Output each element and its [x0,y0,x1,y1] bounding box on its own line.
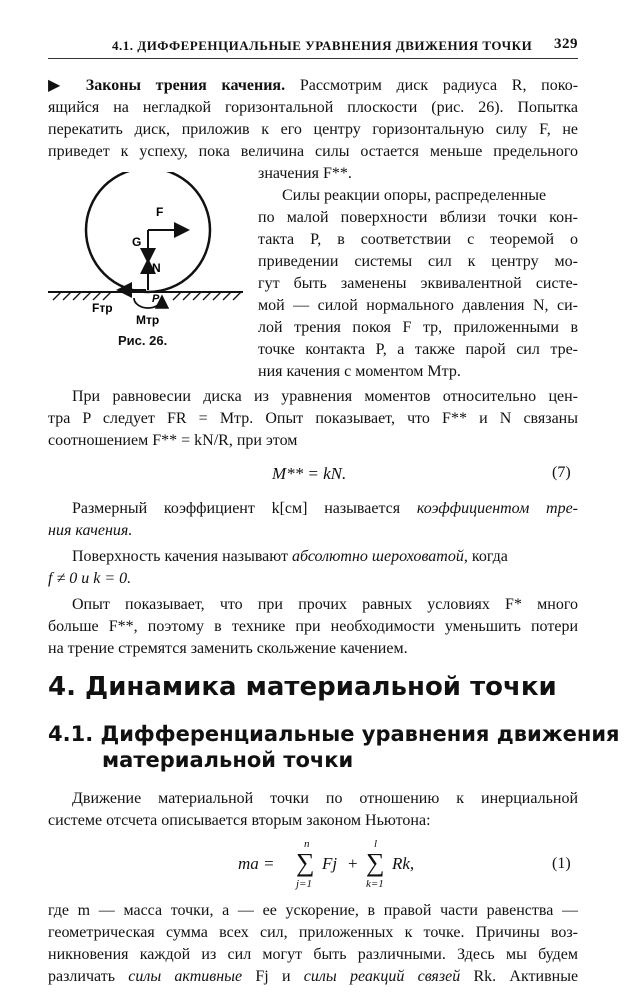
para1-line2: ящийся на негладкой горизонтальной плоскости (рис. 26). Попытка [48,99,578,116]
para8-line2: геометрическая сумма всех сил, приложенных к точке. Причины воз- [48,924,578,941]
para2-line6: мой — силой нормального давления N, си- [258,297,578,314]
para8-line4-c: Fj и [255,968,291,985]
label-N: N [152,261,161,275]
section-title-line2: материальной точки [102,748,354,772]
eq1-sum2-top: l [374,838,378,850]
para3-line1: При равновесии диска из уравнения моментов относительно цен- [72,388,578,405]
eq1-sum1-top: n [304,838,310,850]
term-rolling-friction-coef: коэффициентом тре- [416,500,578,517]
para8-line4 [48,966,578,988]
para4-line1-text: Размерный коэффициент k[см] называется [72,500,401,517]
para4-line1 [72,498,578,520]
para5-line1-tail: , когда [463,548,508,565]
para1-line3: перекатить диск, приложив к его центру горизонтальную силу F, не [48,121,578,138]
para1-heading: Законы трения качения. [85,77,286,94]
label-F: F [156,205,164,219]
para8-line4-e: Rk. Активные [473,968,579,985]
para3-line3: соотношением F** = kN/R, при этом [48,432,298,449]
eq1-sum2-term: Rk, [392,854,415,873]
label-P: P [152,293,160,305]
figure-caption: Рис. 26. [118,333,168,348]
term-active-forces: силы активные [128,968,243,985]
bullet-marker-icon: ▶ [48,77,72,94]
chapter-number: 4. [48,672,76,702]
label-Mtr: Mтр [136,313,160,327]
para2-line5: гут быть заменены эквивалентной систе- [258,275,578,292]
term-constraint-reactions: силы реакций связей [303,968,461,985]
sum2-sigma-icon: ∑ [366,848,385,877]
para2-line9: ния качения с моментом Mтр. [258,363,461,380]
para2-line1: Силы реакции опоры, распределенные [282,187,547,204]
para5-line1-text: Поверхность качения называют [72,548,289,565]
para7-line1: Движение материальной точки по отношению к инерциальной [72,790,578,807]
para2-line4: приведении системы сил к центру мо- [258,253,578,270]
para2-line8: точке контакта P, а также парой сил тре- [258,341,578,358]
page-number: 329 [554,36,578,52]
label-Ftr: Fтр [92,301,113,315]
para1-line4: приведет к успеху, пока величина силы остается меньше предельного [48,143,578,160]
para2-line3: такта P, в соответствии с теоремой о [258,231,578,248]
para2-line7: лой трения покоя F тр, приложенными в [258,319,578,336]
equation-1-number: (1) [552,855,571,872]
term-absolutely-rough: абсолютно шероховатой [292,548,464,565]
section-number: 4.1. [48,722,94,746]
figure-rolling-disk [48,172,248,332]
section-title-line1: Дифференциальные уравнения движения [100,722,620,746]
label-G: G [132,235,142,249]
para1-line5: значения F**. [258,165,352,182]
para6-line1: Опыт показывает, что при прочих равных условиях F* много [72,596,578,613]
eq1-sum1-bottom: j=1 [296,878,312,890]
para5-line1 [72,546,578,568]
chapter-heading [48,672,557,702]
equation-7: M** = kN. [272,464,347,483]
header-rule [48,58,578,59]
section-heading-line1 [48,722,620,746]
para4-line2: ния качения. [48,522,133,539]
running-header-title: 4.1. ДИФФЕРЕНЦИАЛЬНЫЕ УРАВНЕНИЯ ДВИЖЕНИЯ ТОЧКИ [112,38,533,53]
para7-line2: системе отсчета описывается вторым законом Ньютона: [48,812,431,829]
para6-line3: на трение стремятся заменить скольжение качением. [48,640,408,657]
para8-line1: где m — масса точки, a — ее ускорение, в правой части равенства — [48,902,578,919]
para8-line4-a: различать [48,968,115,985]
eq1-sum1-term: Fj [322,854,338,873]
eq1-lhs: ma = [238,854,275,873]
eq1-sum2-bottom: k=1 [366,878,384,890]
para3-line2: тра P следует FR = Mтр. Опыт показывает, что F** и N связаны [48,410,578,427]
equation-1 [238,840,478,890]
para5-line2: f ≠ 0 и k = 0. [48,570,132,587]
sum1-sigma-icon: ∑ [296,848,315,877]
equation-7-number: (7) [552,464,571,481]
para2-line2: по малой поверхности вблизи точки кон- [258,209,578,226]
eq1-plus: + [348,854,358,873]
chapter-title: Динамика материальной точки [85,672,557,702]
para8-line3: никновения каждой из сил могут быть различными. Здесь мы будем [48,946,578,963]
para6-line2: больше F**, поэтому в технике при необходимости уменьшить потери [48,618,578,635]
para1-line1-rest: Рассмотрим диск радиуса R, поко- [299,77,579,94]
para1-line1 [48,75,578,97]
